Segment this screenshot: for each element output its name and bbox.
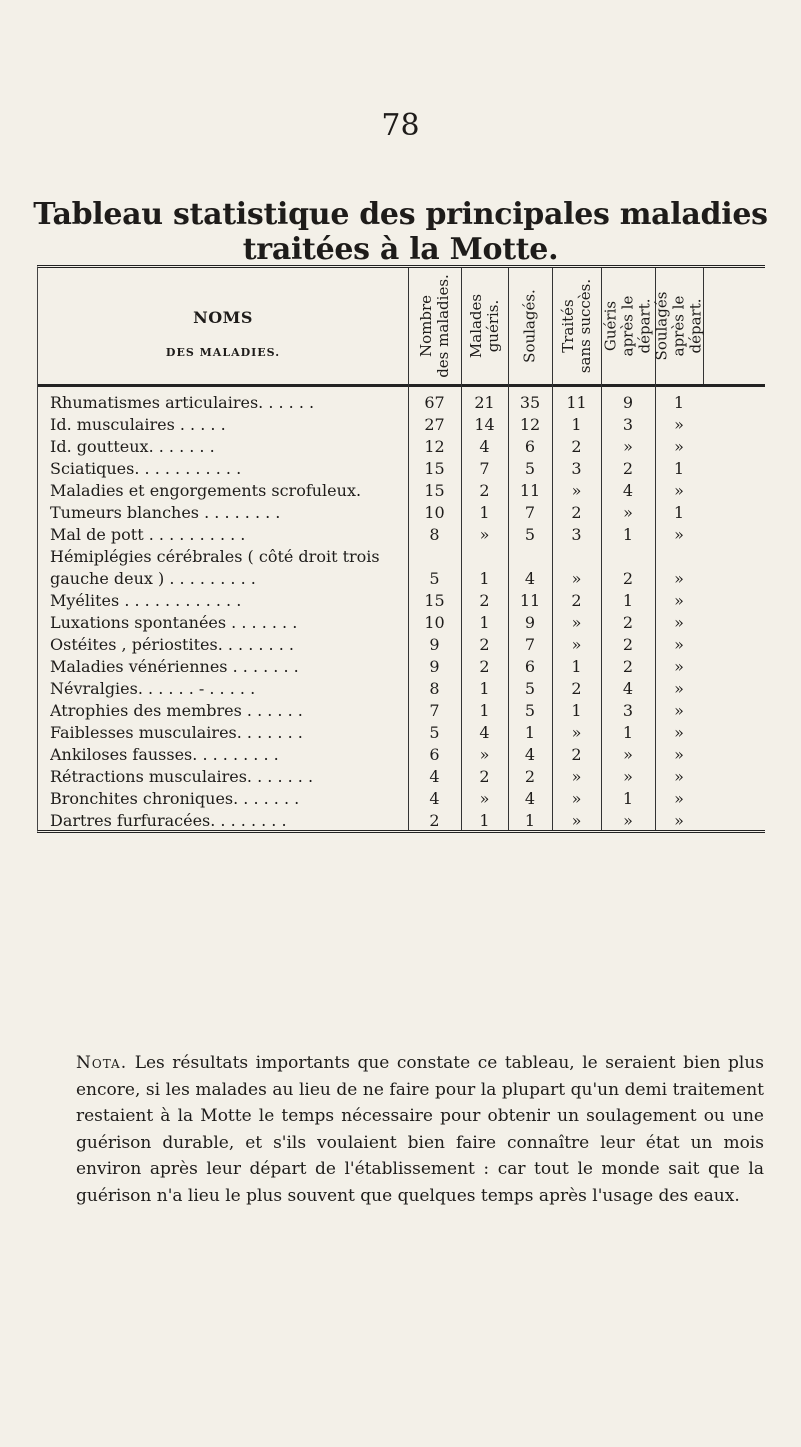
cell-soulages: 6: [524, 657, 536, 676]
column-header-nombre: [408, 272, 461, 380]
cell-sans-succes: »: [571, 635, 582, 654]
cell-nombre: 5: [429, 723, 440, 742]
cell-soulages: 9: [524, 613, 536, 632]
disease-name: Ankiloses fausses. . . . . . . . .: [50, 745, 279, 764]
cell-nombre: 4: [429, 789, 440, 808]
table-row: [38, 722, 765, 744]
cell-soulages-apres: »: [674, 767, 684, 786]
cell-sans-succes: 2: [571, 591, 582, 610]
disease-name: Id. goutteux. . . . . . .: [50, 437, 215, 456]
column-header-line: Malades: [466, 293, 485, 359]
column-header-line: après le départ.: [669, 295, 705, 357]
cell-nombre: 27: [424, 415, 445, 434]
cell-sans-succes: »: [571, 613, 582, 632]
table-row: [38, 678, 765, 700]
table-row: [38, 656, 765, 678]
cell-sans-succes: »: [571, 569, 582, 588]
disease-name: Dartres furfuracées. . . . . . . .: [50, 811, 287, 830]
nota-text: Les résultats importants que constate ce tableau, le seraient bien plus encore, si les malades au lieu de ne faire pour la plupart qu'un demi traitement restaient à la Motte le temps nécessaire pour obtenir un soulagement ou une guérison durable, et s'ils voulaient bien faire connaître leur état un mois environ après leur départ de l'établissement : car tout le monde sait que la guérison n'a lieu le plus souvent que quelques temps après l'usage des eaux.: [76, 1053, 764, 1206]
cell-gueris-apres: 3: [622, 415, 634, 434]
cell-soulages-apres: 1: [673, 393, 685, 412]
column-header-line: Traités: [558, 299, 577, 353]
table-row: [38, 436, 765, 458]
column-header-line: sans succès.: [575, 278, 594, 374]
table-row: [38, 700, 765, 722]
disease-name: Mal de pott . . . . . . . . . .: [50, 525, 246, 544]
cell-sans-succes: 2: [571, 503, 582, 522]
column-header-line: Guéris: [601, 300, 620, 352]
disease-name: Luxations spontanées . . . . . . .: [50, 613, 298, 632]
cell-sans-succes: 2: [571, 437, 582, 456]
cell-gueris: 1: [479, 679, 490, 698]
cell-soulages-apres: »: [674, 437, 684, 456]
cell-gueris: »: [479, 789, 490, 808]
cell-nombre: 7: [429, 701, 440, 720]
cell-nombre: 5: [429, 569, 440, 588]
table-row: [38, 634, 765, 656]
cell-nombre: 4: [429, 767, 440, 786]
disease-name: Bronchites chroniques. . . . . . .: [50, 789, 300, 808]
nota-paragraph: [76, 1050, 764, 1209]
table-row: [38, 458, 765, 480]
cell-gueris-apres: 1: [622, 789, 634, 808]
cell-gueris: 1: [479, 701, 490, 720]
cell-soulages-apres: »: [674, 723, 684, 742]
column-header-line: Soulagés: [652, 291, 671, 361]
cell-soulages-apres: »: [674, 525, 684, 544]
cell-soulages: 7: [524, 635, 536, 654]
cell-gueris: 1: [479, 613, 490, 632]
table-row: [38, 810, 765, 832]
cell-nombre: 10: [424, 503, 445, 522]
cell-nombre: 9: [429, 657, 440, 676]
cell-soulages: 5: [524, 525, 536, 544]
cell-nombre: 9: [429, 635, 440, 654]
names-column-header: [38, 268, 408, 384]
cell-soulages: 7: [524, 503, 536, 522]
column-header-gueris: [461, 272, 508, 380]
cell-sans-succes: 1: [571, 657, 582, 676]
cell-sans-succes: »: [571, 723, 582, 742]
cell-sans-succes: 1: [571, 701, 582, 720]
page-title: Tableau statistique des principales maladies traitées à la Motte.: [33, 197, 768, 267]
cell-sans-succes: 11: [566, 393, 587, 412]
cell-nombre: 6: [429, 745, 440, 764]
column-header-line: après le départ.: [618, 295, 654, 357]
cell-gueris-apres: 2: [622, 657, 634, 676]
cell-sans-succes: 1: [571, 415, 582, 434]
table-row: [38, 590, 765, 612]
column-header-soulages-apres: [652, 272, 705, 380]
cell-gueris: 2: [479, 635, 490, 654]
cell-soulages: 12: [519, 415, 541, 434]
disease-name: Maladies vénériennes . . . . . . .: [50, 657, 299, 676]
cell-sans-succes: 2: [571, 745, 582, 764]
cell-gueris-apres: »: [623, 745, 633, 764]
cell-gueris: 14: [474, 415, 495, 434]
disease-name: Hémiplégies cérébrales ( côté droit trois: [50, 547, 380, 566]
cell-nombre: 67: [424, 393, 445, 412]
cell-soulages: 11: [519, 481, 541, 500]
cell-soulages-apres: »: [674, 745, 684, 764]
cell-soulages-apres: »: [674, 789, 684, 808]
cell-gueris: 1: [479, 503, 490, 522]
cell-nombre: 12: [424, 437, 445, 456]
table-row: [38, 546, 765, 588]
cell-gueris: 2: [479, 481, 490, 500]
cell-soulages-apres: 1: [673, 503, 685, 522]
table-row: [38, 766, 765, 788]
cell-gueris-apres: »: [623, 811, 633, 830]
cell-soulages-apres: 1: [673, 459, 685, 478]
disease-name: Névralgies. . . . . . - . . . . .: [50, 679, 256, 698]
disease-name: Faiblesses musculaires. . . . . . .: [50, 723, 303, 742]
page-number: 78: [381, 108, 420, 143]
cell-nombre: 10: [424, 613, 445, 632]
cell-soulages-apres: »: [674, 657, 684, 676]
cell-gueris: 4: [479, 437, 490, 456]
cell-gueris: 2: [479, 657, 490, 676]
cell-soulages-apres: »: [674, 415, 684, 434]
cell-soulages-apres: »: [674, 679, 684, 698]
table-row: [38, 524, 765, 546]
table-row: [38, 612, 765, 634]
cell-soulages-apres: »: [674, 481, 684, 500]
cell-gueris-apres: 1: [622, 723, 634, 742]
table-row: [38, 502, 765, 524]
cell-soulages-apres: »: [674, 635, 684, 654]
disease-name-continuation: gauche deux ) . . . . . . . . .: [50, 569, 256, 588]
disease-name: Maladies et engorgements scrofuleux.: [50, 481, 362, 500]
cell-sans-succes: 2: [571, 679, 582, 698]
cell-soulages-apres: »: [674, 591, 684, 610]
table-row: [38, 788, 765, 810]
cell-soulages: 35: [519, 393, 541, 412]
column-header-sans-succes: [552, 272, 601, 380]
cell-soulages-apres: »: [674, 701, 684, 720]
cell-soulages-apres: »: [674, 569, 684, 588]
column-header-soulages: [508, 272, 552, 380]
cell-gueris: 2: [479, 767, 490, 786]
cell-nombre: 2: [429, 811, 440, 830]
cell-gueris: 1: [479, 569, 490, 588]
cell-gueris-apres: 4: [622, 481, 634, 500]
column-header-line: des maladies.: [433, 274, 452, 378]
cell-nombre: 15: [424, 591, 445, 610]
disease-name: Id. musculaires . . . . .: [50, 415, 226, 434]
cell-gueris: 1: [479, 811, 490, 830]
cell-soulages: 4: [524, 745, 536, 764]
cell-soulages: 1: [524, 811, 536, 830]
column-header-line: guéris.: [483, 299, 502, 353]
cell-gueris-apres: 9: [622, 393, 634, 412]
column-header-line: Soulagés.: [520, 289, 539, 363]
table-row: [38, 480, 765, 502]
cell-soulages-apres: »: [674, 811, 684, 830]
cell-nombre: 8: [429, 525, 440, 544]
cell-soulages: 5: [524, 679, 536, 698]
cell-gueris-apres: 4: [622, 679, 634, 698]
cell-gueris-apres: »: [623, 503, 633, 522]
cell-gueris: »: [479, 745, 490, 764]
cell-gueris: »: [479, 525, 490, 544]
disease-name: Ostéites , périostites. . . . . . . .: [50, 635, 294, 654]
names-header-label: NOMS: [193, 308, 253, 327]
cell-gueris: 7: [479, 459, 490, 478]
cell-sans-succes: 3: [571, 459, 582, 478]
cell-soulages-apres: »: [674, 613, 684, 632]
cell-sans-succes: »: [571, 811, 582, 830]
column-header-line: Nombre: [416, 294, 435, 358]
cell-gueris-apres: 1: [622, 525, 634, 544]
cell-sans-succes: »: [571, 789, 582, 808]
cell-gueris-apres: 2: [622, 459, 634, 478]
disease-name: Atrophies des membres . . . . . .: [50, 701, 303, 720]
cell-nombre: 15: [424, 459, 445, 478]
cell-soulages: 5: [524, 701, 536, 720]
nota-lead: Nota.: [76, 1053, 128, 1073]
cell-soulages: 6: [524, 437, 536, 456]
table-row: [38, 392, 765, 414]
cell-gueris-apres: 3: [622, 701, 634, 720]
table-row: [38, 744, 765, 766]
names-header-sublabel: DES MALADIES.: [165, 346, 281, 359]
cell-gueris-apres: 2: [622, 569, 634, 588]
cell-gueris-apres: 1: [622, 591, 634, 610]
cell-sans-succes: 3: [571, 525, 582, 544]
disease-name: Rétractions musculaires. . . . . . .: [50, 767, 314, 786]
cell-gueris-apres: 2: [622, 635, 634, 654]
cell-sans-succes: »: [571, 767, 582, 786]
statistics-table: [37, 265, 765, 833]
cell-soulages: 4: [524, 789, 536, 808]
disease-name: Tumeurs blanches . . . . . . . .: [50, 503, 281, 522]
cell-gueris-apres: »: [623, 767, 633, 786]
cell-gueris-apres: »: [623, 437, 633, 456]
cell-gueris: 21: [474, 393, 495, 412]
cell-soulages: 11: [519, 591, 541, 610]
disease-name: Rhumatismes articulaires. . . . . .: [50, 393, 315, 412]
column-header-gueris-apres: [601, 272, 655, 380]
cell-gueris: 2: [479, 591, 490, 610]
cell-gueris: 4: [479, 723, 490, 742]
cell-sans-succes: »: [571, 481, 582, 500]
table-row: [38, 414, 765, 436]
cell-gueris-apres: 2: [622, 613, 634, 632]
cell-soulages: 4: [524, 569, 536, 588]
disease-name: Sciatiques. . . . . . . . . . .: [50, 459, 242, 478]
cell-soulages: 5: [524, 459, 536, 478]
cell-nombre: 8: [429, 679, 440, 698]
cell-soulages: 2: [524, 767, 536, 786]
cell-nombre: 15: [424, 481, 445, 500]
disease-name: Myélites . . . . . . . . . . . .: [50, 591, 242, 610]
cell-soulages: 1: [524, 723, 536, 742]
